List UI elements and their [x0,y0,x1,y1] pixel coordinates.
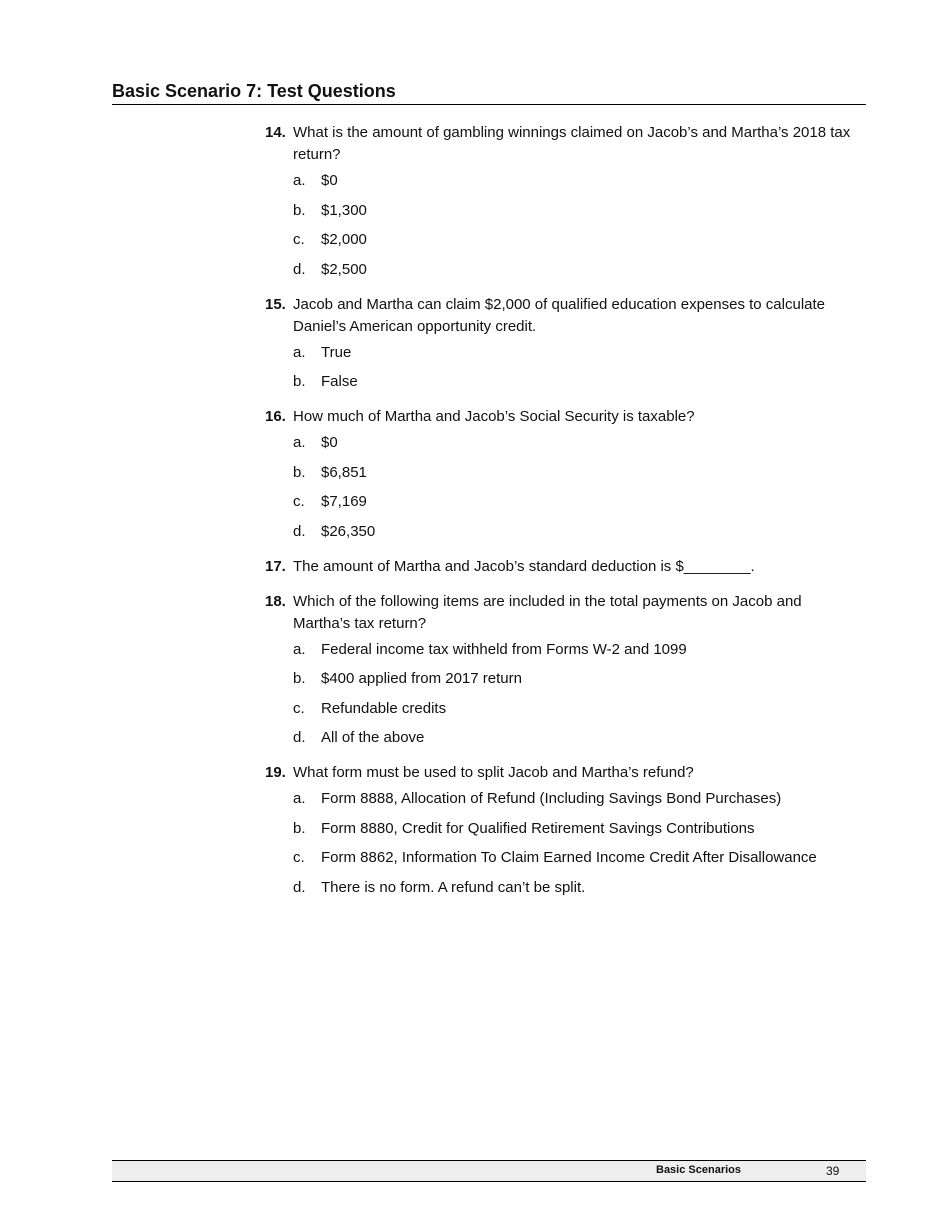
footer-section-name: Basic Scenarios [656,1164,741,1176]
option-letter: d. [293,522,306,540]
option-text: True [321,343,352,361]
question-row [265,762,855,784]
question-number: 17. [265,557,286,575]
option-text: $2,000 [321,231,367,248]
option-text: $0 [321,434,338,451]
option-text: $1,300 [321,201,367,219]
option-text: There is no form. A refund can’t be split. [321,878,586,896]
question-text: How much of Martha and Jacob’s Social Security is taxable? [293,408,695,425]
question-number: 18. [265,592,286,610]
footer-page-number: 39 [826,1164,840,1178]
question-item [265,122,855,281]
question-list [265,122,855,912]
question-row [265,591,855,635]
question-item [265,591,855,750]
option-letter: d. [293,260,306,278]
option-text: $26,350 [321,522,376,540]
answer-option [293,432,855,454]
answer-option [293,877,855,899]
answer-option [293,847,855,869]
question-number: 14. [265,124,286,141]
answer-options [293,639,855,750]
option-letter: b. [293,463,306,481]
option-letter: c. [293,699,305,717]
page-title: Basic Scenario 7: Test Questions [112,80,866,105]
option-letter: c. [293,849,305,866]
option-text: Federal income tax withheld from Forms W-2 and 1099 [321,640,687,658]
option-letter: c. [293,231,305,248]
option-letter: c. [293,493,305,510]
option-text: $2,500 [321,260,367,278]
answer-option [293,170,855,192]
option-text: Form 8888, Allocation of Refund (Including Savings Bond Purchases) [321,790,782,807]
answer-option [293,491,855,513]
option-letter: d. [293,878,306,896]
answer-option [293,788,855,810]
question-number: 19. [265,764,286,781]
option-text: $7,169 [321,493,367,510]
answer-option [293,259,855,281]
option-letter: a. [293,434,306,451]
question-item [265,406,855,543]
option-letter: b. [293,373,306,390]
answer-options [293,342,855,394]
answer-option [293,371,855,393]
answer-option [293,200,855,222]
option-letter: b. [293,819,306,837]
option-letter: a. [293,172,306,189]
question-number: 16. [265,408,286,425]
answer-option [293,521,855,543]
question-item [265,294,855,394]
option-text: False [321,373,358,390]
option-text: $6,851 [321,463,367,481]
question-text: The amount of Martha and Jacob’s standard deduction is $________. [293,557,755,575]
question-number: 15. [265,295,286,313]
answer-option [293,668,855,690]
option-letter: d. [293,729,306,746]
option-letter: a. [293,640,306,658]
question-row [265,122,855,166]
question-text: What is the amount of gambling winnings claimed on Jacob’s and Martha’s 2018 tax return? [293,124,851,163]
option-letter: b. [293,201,306,219]
question-row [265,294,855,338]
question-text: Jacob and Martha can claim $2,000 of qualified education expenses to calculate Daniel’s American opportunity credit. [293,295,826,335]
answer-options [293,788,855,899]
option-text: Form 8862, Information To Claim Earned Income Credit After Disallowance [321,849,817,866]
option-text: $0 [321,172,338,189]
page-footer [112,1160,866,1182]
answer-option [293,462,855,484]
answer-options [293,170,855,281]
option-letter: a. [293,343,306,361]
question-row [265,406,855,428]
option-text: Refundable credits [321,699,447,717]
question-row [265,556,855,578]
option-text: Form 8880, Credit for Qualified Retirement Savings Contributions [321,819,755,837]
question-item [265,556,855,578]
option-letter: a. [293,790,306,807]
option-text: $400 applied from 2017 return [321,670,522,687]
answer-option [293,818,855,840]
option-text: All of the above [321,729,425,746]
question-text: Which of the following items are included in the total payments on Jacob and Martha’s tax return? [293,592,802,632]
answer-option [293,727,855,749]
question-item [265,762,855,899]
answer-option [293,342,855,364]
answer-option [293,698,855,720]
question-text: What form must be used to split Jacob and Martha’s refund? [293,764,694,781]
answer-options [293,432,855,543]
option-letter: b. [293,670,306,687]
answer-option [293,639,855,661]
answer-option [293,229,855,251]
